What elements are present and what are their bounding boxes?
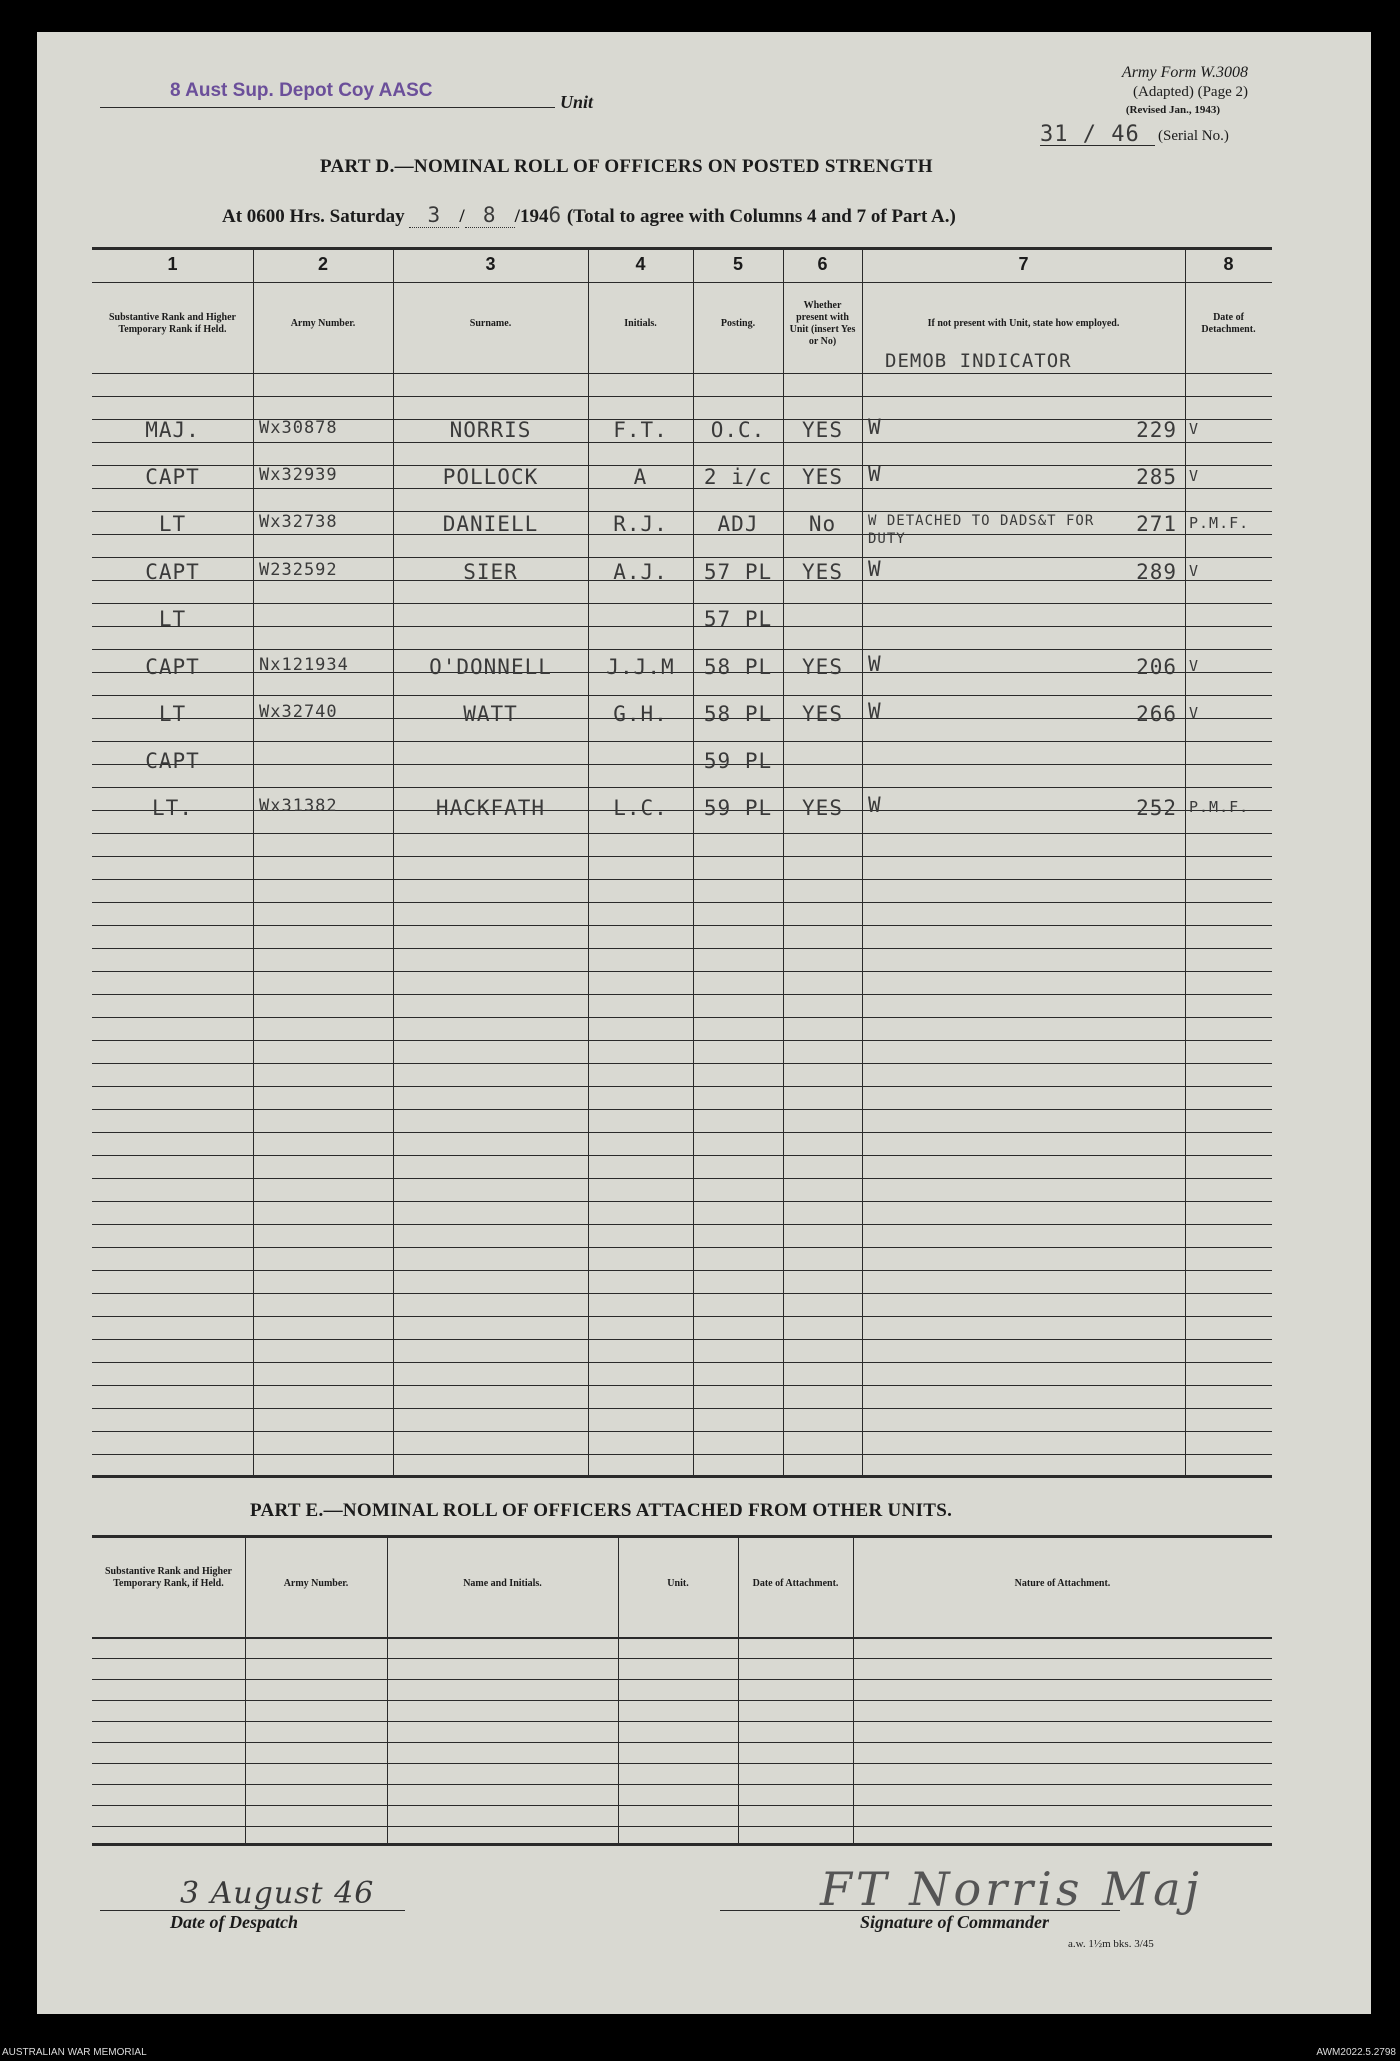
cell-rank: CAPT [145, 749, 200, 773]
rule-line [92, 1784, 1272, 1785]
cell-posting: 57 PL [703, 560, 773, 584]
column-divider [245, 1535, 246, 1843]
rule-line [92, 1805, 1272, 1806]
cell-date: V [1189, 657, 1200, 675]
column-number: 1 [167, 254, 178, 274]
rule-line [92, 1408, 1272, 1409]
rule-line [92, 396, 1272, 397]
rule-line [92, 1637, 1272, 1639]
cell-surname: POLLOCK [442, 465, 539, 489]
unit-label: Unit [560, 92, 594, 112]
part-e-title: PART E.—NOMINAL ROLL OF OFFICERS ATTACHED FROM OTHER UNITS. [250, 1500, 953, 1521]
column-number: 3 [485, 254, 496, 274]
column-divider [393, 247, 394, 1475]
cell-surname: HACKFATH [435, 796, 546, 820]
column-header: Army Number. [290, 317, 356, 329]
cell-surname: DANIELL [442, 512, 539, 536]
cell-posting: 59 PL [703, 796, 773, 820]
cell-demob: 229 [1136, 418, 1177, 442]
rule-line [92, 247, 1272, 250]
rule-line [92, 695, 1272, 696]
cell-present: YES [802, 796, 843, 820]
cell-initials: A.J. [613, 560, 668, 584]
unit-line [100, 107, 555, 108]
rule-line [92, 1763, 1272, 1764]
column-divider [588, 247, 589, 1475]
cell-number: Wx32939 [259, 465, 338, 485]
column-divider [783, 247, 784, 1475]
cell-initials: G.H. [613, 702, 668, 726]
cell-surname: WATT [463, 702, 518, 726]
cell-initials: F.T. [613, 418, 668, 442]
date-day: 3 [409, 203, 459, 228]
column-header: Army Number. [283, 1578, 349, 1589]
cell-demob: 252 [1136, 796, 1177, 820]
column-number: 2 [317, 254, 328, 274]
cell-posting: 57 PL [703, 607, 773, 631]
date-prefix: At 0600 Hrs. Saturday [222, 206, 405, 227]
cell-number: W232592 [259, 560, 338, 580]
cell-initials: R.J. [613, 512, 668, 536]
rule-line [92, 1201, 1272, 1202]
form-number: Army Form W.3008 [1121, 64, 1248, 81]
rule-line [92, 1700, 1272, 1701]
rule-line [92, 626, 1272, 627]
signature-label: Signature of Commander [860, 1912, 1050, 1932]
column-number: 6 [817, 254, 828, 274]
rule-line [92, 1063, 1272, 1064]
column-header: Posting. [720, 317, 756, 329]
cell-employed: W [868, 557, 882, 581]
cell-posting: ADJ [717, 512, 759, 536]
cell-demob: 285 [1136, 465, 1177, 489]
cell-surname: NORRIS [449, 418, 532, 442]
rule-line [92, 787, 1272, 788]
column-header: Surname. [469, 317, 512, 329]
column-divider [693, 247, 694, 1475]
rule-line [92, 764, 1272, 765]
cell-present: YES [802, 560, 843, 584]
cell-employed: W DETACHED TO DADS&T FOR DUTY [868, 513, 1095, 547]
rule-line [92, 1017, 1272, 1018]
rule-line [92, 925, 1272, 926]
rule-line [92, 994, 1272, 995]
cell-posting: O.C. [710, 418, 766, 442]
cell-employed: W [868, 793, 882, 817]
rule-line [92, 1293, 1272, 1294]
cell-number: Wx32740 [259, 702, 338, 722]
rule-line [92, 1385, 1272, 1386]
rule-line [92, 1224, 1272, 1225]
rule-line [92, 856, 1272, 857]
cell-initials: L.C. [613, 796, 668, 820]
cell-surname: SIER [463, 560, 518, 584]
cell-employed: W [868, 415, 882, 439]
despatch-line [100, 1910, 405, 1911]
cell-rank: CAPT [145, 465, 200, 489]
column-header: Date of Detachment. [1201, 311, 1256, 335]
rule-line [92, 879, 1272, 880]
rule-line [92, 1679, 1272, 1680]
rule-line [92, 1431, 1272, 1432]
cell-initials: J.J.M [606, 655, 675, 679]
rule-line [92, 1742, 1272, 1743]
cell-number: Wx32738 [259, 512, 338, 532]
form-revised: (Revised Jan., 1943) [1125, 104, 1220, 116]
serial-label: (Serial No.) [1158, 128, 1229, 144]
date-year-prefix: 194 [519, 206, 549, 227]
column-divider [618, 1535, 619, 1843]
column-header: Date of Attachment. [752, 1578, 839, 1589]
cell-present: YES [802, 465, 843, 489]
column-divider [1185, 247, 1186, 1475]
cell-surname: O'DONNELL [429, 655, 552, 679]
cell-present: YES [802, 418, 843, 442]
column-divider [853, 1535, 854, 1843]
cell-initials: A [633, 465, 648, 489]
archive-credit: AUSTRALIAN WAR MEMORIAL [2, 2047, 147, 2058]
column-header: Unit. [667, 1578, 689, 1589]
cell-posting: 2 i/c [703, 465, 773, 489]
column-header: Nature of Attachment. [1014, 1578, 1111, 1589]
cell-demob: 266 [1136, 702, 1177, 726]
cell-rank: LT [158, 607, 187, 631]
rule-line [92, 1475, 1272, 1478]
cell-date: V [1189, 467, 1200, 485]
form-adapted: (Adapted) (Page 2) [1133, 84, 1248, 100]
column-number: 8 [1223, 254, 1234, 274]
rule-line [92, 282, 1272, 283]
rule-line [92, 1362, 1272, 1363]
demob-indicator-note: DEMOB INDICATOR [885, 350, 1072, 372]
cell-rank: LT. [152, 796, 193, 820]
cell-number: Nx121934 [259, 655, 349, 675]
cell-posting: 59 PL [703, 749, 773, 773]
column-header: Whether present with Unit (insert Yes or No) [789, 299, 856, 347]
column-header: Initials. [624, 317, 657, 329]
column-header: Name and Initials. [463, 1578, 542, 1589]
signature-line [720, 1910, 1120, 1911]
rule-line [92, 1247, 1272, 1248]
rule-line [92, 1178, 1272, 1179]
date-suffix: (Total to agree with Columns 4 and 7 of Part A.) [566, 206, 956, 227]
unit-stamp: 8 Aust Sup. Depot Coy AASC [170, 80, 433, 101]
cell-date: P.M.F. [1189, 514, 1250, 532]
rule-line [92, 1721, 1272, 1722]
column-divider [862, 247, 863, 1475]
rule-line [92, 1339, 1272, 1340]
rule-line [92, 649, 1272, 650]
column-number: 4 [635, 254, 646, 274]
cell-date: V [1189, 704, 1200, 722]
date-month: 8 [465, 203, 515, 228]
column-header: Substantive Rank and Higher Temporary Rank if Held. [109, 311, 236, 335]
cell-number: Wx31382 [259, 796, 338, 816]
rule-line [92, 833, 1272, 834]
cell-present: YES [802, 655, 843, 679]
rule-line [92, 1535, 1272, 1538]
rule-line [92, 373, 1272, 374]
rule-line [92, 442, 1272, 443]
despatch-label: Date of Despatch [170, 1912, 298, 1932]
rule-line [92, 557, 1272, 558]
cell-present: YES [802, 702, 843, 726]
cell-employed: W [868, 462, 882, 486]
archive-id: AWM2022.5.2798 [1316, 2047, 1396, 2058]
rule-line [92, 1109, 1272, 1110]
column-divider [387, 1535, 388, 1843]
cell-demob: 271 [1136, 512, 1177, 536]
serial-value: 31 / 46 [1040, 122, 1140, 147]
cell-rank: LT [158, 702, 187, 726]
column-number: 5 [732, 254, 743, 274]
rule-line [92, 1040, 1272, 1041]
rule-line [92, 1658, 1272, 1659]
cell-date: V [1189, 562, 1200, 580]
rule-line [92, 1826, 1272, 1827]
part-d-date-line: At 0600 Hrs. Saturday 3 / 8 /1946 (Total to agree with Columns 4 and 7 of Part A.) [222, 203, 956, 227]
cell-employed: W [868, 699, 882, 723]
rule-line [92, 902, 1272, 903]
commander-signature: FT Norris Maj [820, 1862, 1203, 1916]
print-note: a.w. 1½m bks. 3/45 [1068, 1938, 1154, 1950]
cell-number: Wx30878 [259, 418, 338, 438]
column-number: 7 [1018, 254, 1029, 274]
cell-rank: CAPT [145, 655, 200, 679]
cell-date: P.M.F. [1189, 798, 1250, 816]
cell-present: No [808, 512, 837, 536]
part-d-title: PART D.—NOMINAL ROLL OF OFFICERS ON POSTED STRENGTH [320, 156, 933, 177]
rule-line [92, 1454, 1272, 1455]
cell-demob: 206 [1136, 655, 1177, 679]
rule-line [92, 603, 1272, 604]
cell-rank: CAPT [145, 560, 200, 584]
date-year-digit: 6 [548, 203, 563, 227]
cell-posting: 58 PL [703, 655, 773, 679]
cell-date: V [1189, 420, 1200, 438]
serial-line [1040, 145, 1155, 146]
column-divider [738, 1535, 739, 1843]
cell-employed: W [868, 652, 882, 676]
rule-line [92, 1843, 1272, 1846]
cell-rank: MAJ. [145, 418, 200, 442]
rule-line [92, 1270, 1272, 1271]
column-header: Substantive Rank and Higher Temporary Rank, if Held. [105, 1566, 232, 1589]
column-header: If not present with Unit, state how employed. [927, 317, 1120, 329]
column-divider [253, 247, 254, 1475]
despatch-date: 3 August 46 [180, 1876, 375, 1911]
cell-demob: 289 [1136, 560, 1177, 584]
rule-line [92, 1155, 1272, 1156]
rule-line [92, 1316, 1272, 1317]
rule-line [92, 741, 1272, 742]
rule-line [92, 971, 1272, 972]
rule-line [92, 1132, 1272, 1133]
cell-rank: LT [158, 512, 187, 536]
cell-posting: 58 PL [703, 702, 773, 726]
rule-line [92, 948, 1272, 949]
rule-line [92, 1086, 1272, 1087]
